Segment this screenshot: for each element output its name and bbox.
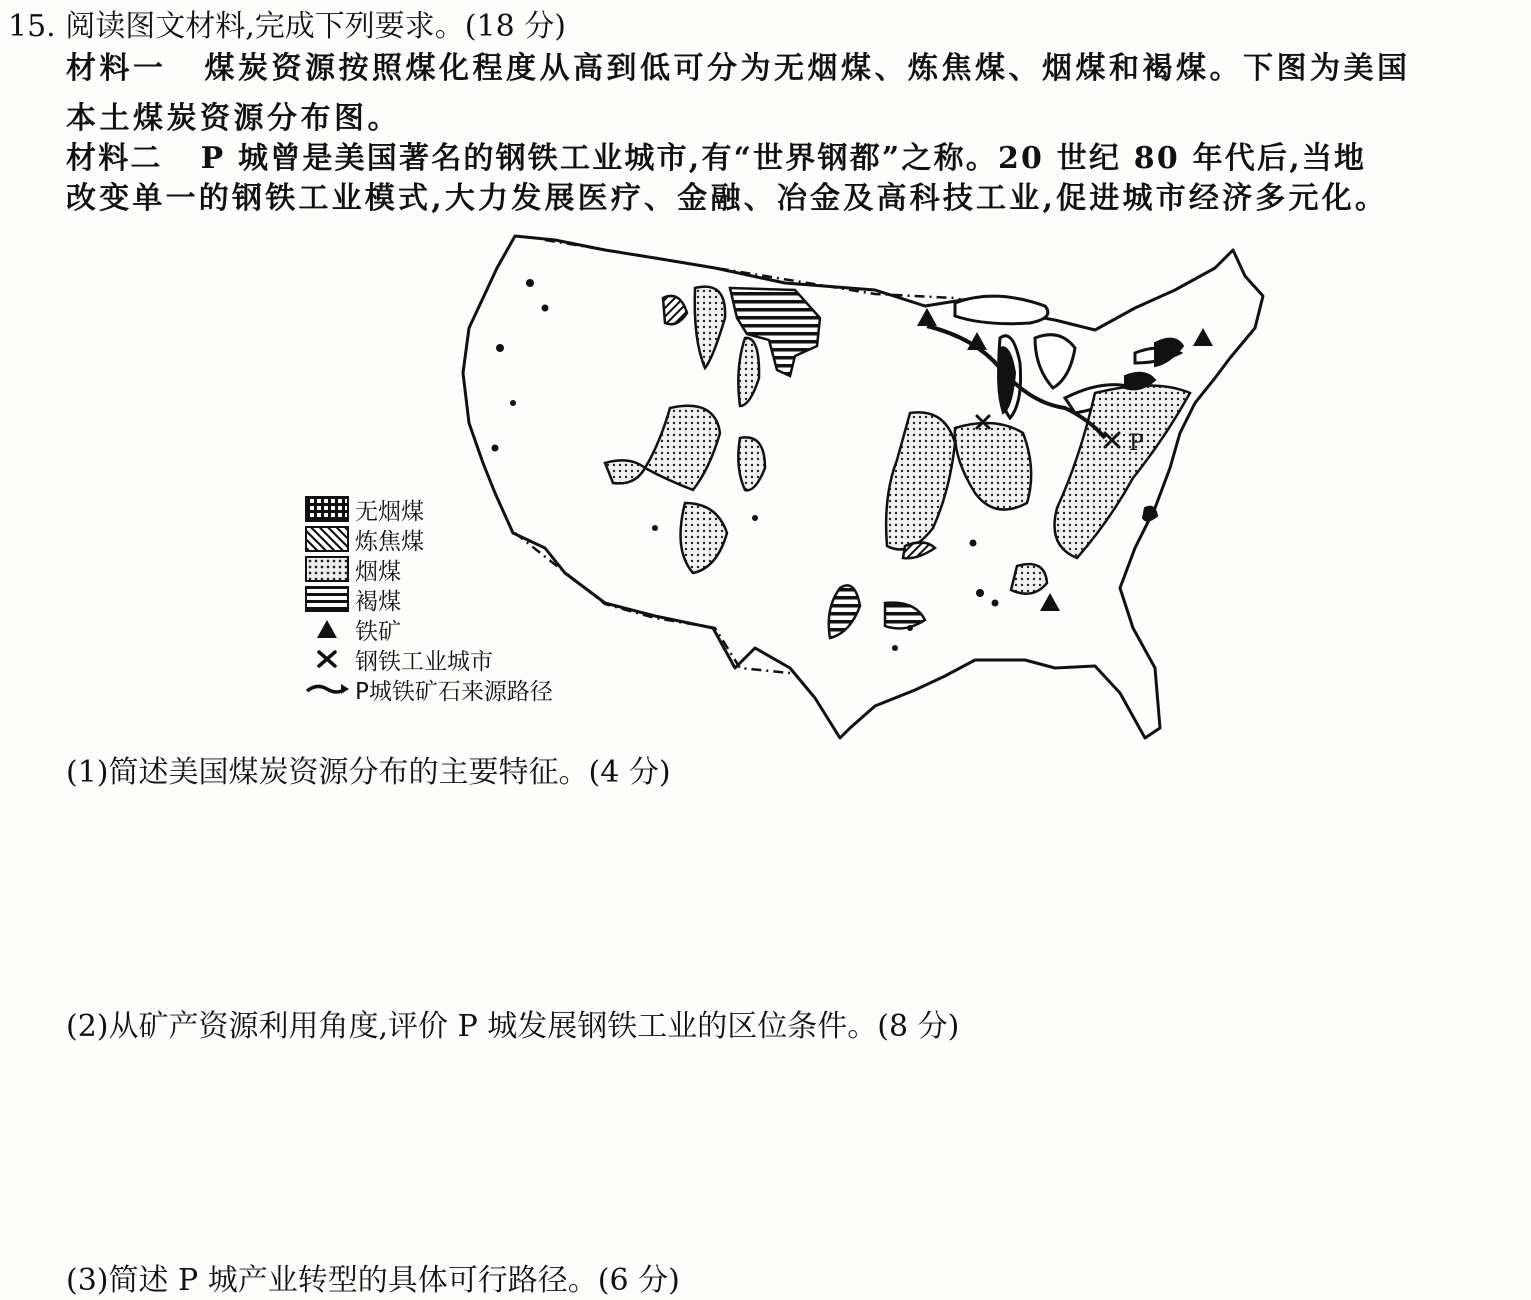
triangle-icon	[917, 308, 937, 326]
material1-text-1: 煤炭资源按照煤化程度从高到低可分为无烟煤、炼焦煤、烟煤和褐煤。下图为美国	[204, 51, 1411, 86]
legend-label: 铁矿	[355, 618, 401, 645]
triangle-icon	[1040, 593, 1060, 611]
sub-question-2: (2)从矿产资源利用角度,评价 P 城发展钢铁工业的区位条件。(8 分)	[66, 1009, 960, 1044]
triangle-icon	[1193, 328, 1213, 346]
mexico-border	[515, 533, 790, 673]
map-legend	[305, 494, 553, 704]
legend-anthracite	[305, 494, 553, 524]
legend-steel-city	[305, 644, 553, 674]
route-arrow-icon	[305, 679, 349, 699]
p-city-label: P	[1129, 431, 1144, 456]
material1-line2: 本土煤炭资源分布图。	[66, 101, 401, 136]
sub-question-3: (3)简述 P 城产业转型的具体可行路径。(6 分)	[66, 1263, 680, 1298]
us-coal-map	[455, 228, 1290, 748]
legend-label: 无烟煤	[355, 498, 424, 525]
lignite-swatch	[305, 586, 349, 612]
material2-line2: 改变单一的钢铁工业模式,大力发展医疗、金融、冶金及高科技工业,促进城市经济多元化。	[66, 181, 1389, 216]
legend-label: 烟煤	[355, 558, 401, 585]
question-header: 15. 阅读图文材料,完成下列要求。(18 分)	[8, 9, 566, 44]
material2-label: 材料二	[66, 141, 163, 176]
legend-route	[305, 674, 553, 704]
anthracite-swatch	[305, 496, 349, 522]
legend-label: 炼焦煤	[355, 528, 424, 555]
legend-iron-ore	[305, 614, 553, 644]
bituminous-areas	[605, 287, 1190, 594]
legend-label: 褐煤	[355, 588, 401, 615]
legend-coking-coal	[305, 524, 553, 554]
iron-ore-route	[927, 326, 1105, 438]
material2-line1	[66, 140, 1366, 178]
sub-question-1: (1)简述美国煤炭资源分布的主要特征。(4 分)	[66, 755, 671, 790]
us-outline	[463, 236, 1263, 738]
coking-coal-swatch	[305, 526, 349, 552]
legend-lignite	[305, 584, 553, 614]
legend-label: 钢铁工业城市	[355, 648, 493, 675]
legend-bituminous	[305, 554, 553, 584]
triangle-icon	[305, 619, 349, 639]
material1-label: 材料一	[66, 51, 167, 86]
crossed-hammers-icon	[305, 649, 349, 669]
legend-label: P城铁矿石来源路径	[355, 678, 553, 705]
material2-text-1: P 城曾是美国著名的钢铁工业城市,有“世界钢都”之称。20 世纪 80 年代后,当地	[200, 141, 1367, 176]
bituminous-swatch	[305, 556, 349, 582]
material1-line1	[66, 50, 1411, 88]
